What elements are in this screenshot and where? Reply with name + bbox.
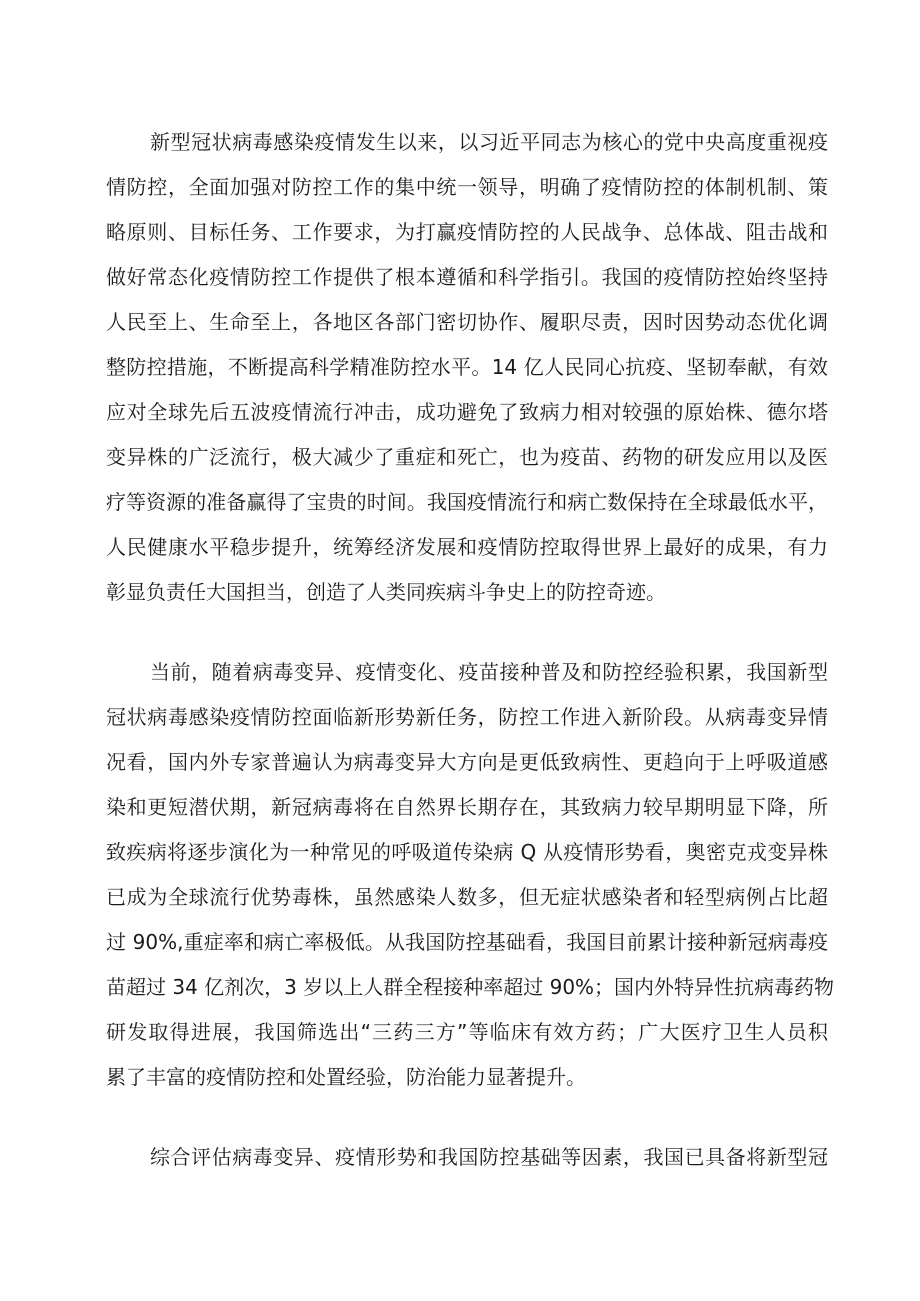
paragraph-line: 况看，国内外专家普遍认为病毒变异大方向是更低致病性、更趋向于上呼吸道感 — [106, 750, 828, 774]
paragraph-line: 综合评估病毒变异、疫情形势和我国防控基础等因素，我国已具备将新型冠 — [150, 1145, 828, 1169]
paragraph-line: 过 90%,重症率和病亡率极低。从我国防控基础看，我国目前累计接种新冠病毒疫 — [106, 930, 828, 954]
paragraph-line: 苗超过 34 亿剂次，3 岁以上人群全程接种率超过 90%；国内外特异性抗病毒药物 — [106, 975, 835, 999]
paragraph-line: 变异株的广泛流行，极大减少了重症和死亡，也为疫苗、药物的研发应用以及医 — [106, 445, 828, 469]
paragraph-line: 人民至上、生命至上，各地区各部门密切协作、履职尽责，因时因势动态优化调 — [106, 310, 828, 334]
paragraph-line: 当前，随着病毒变异、疫情变化、疫苗接种普及和防控经验积累，我国新型 — [150, 660, 828, 684]
paragraph-line: 应对全球先后五波疫情流行冲击，成功避免了致病力相对较强的原始株、德尔塔 — [106, 400, 828, 424]
paragraph-line: 整防控措施，不断提高科学精准防控水平。14 亿人民同心抗疫、坚韧奉献，有效 — [106, 355, 828, 379]
paragraph-line: 研发取得进展，我国筛选出“三药三方”等临床有效方药；广大医疗卫生人员积 — [106, 1020, 828, 1044]
paragraph-line: 冠状病毒感染疫情防控面临新形势新任务，防控工作进入新阶段。从病毒变异情 — [106, 705, 828, 729]
paragraph-line: 新型冠状病毒感染疫情发生以来，以习近平同志为核心的党中央高度重视疫 — [150, 130, 828, 154]
paragraph-line: 彰显负责任大国担当，创造了人类同疾病斗争史上的防控奇迹。 — [106, 580, 666, 604]
paragraph-line: 情防控，全面加强对防控工作的集中统一领导，明确了疫情防控的体制机制、策 — [106, 175, 828, 199]
paragraph-line: 已成为全球流行优势毒株，虽然感染人数多，但无症状感染者和轻型病例占比超 — [106, 885, 828, 909]
paragraph-line: 累了丰富的疫情防控和处置经验，防治能力显著提升。 — [106, 1065, 586, 1089]
paragraph-line: 致疾病将逐步演化为一种常见的呼吸道传染病 Q 从疫情形势看，奥密克戎变异株 — [106, 840, 828, 864]
paragraph-line: 做好常态化疫情防控工作提供了根本遵循和科学指引。我国的疫情防控始终坚持 — [106, 265, 828, 289]
paragraph-line: 疗等资源的准备赢得了宝贵的时间。我国疫情流行和病亡数保持在全球最低水平， — [106, 490, 828, 514]
paragraph-line: 人民健康水平稳步提升，统筹经济发展和疫情防控取得世界上最好的成果，有力 — [106, 535, 828, 559]
paragraph-line: 染和更短潜伏期，新冠病毒将在自然界长期存在，其致病力较早期明显下降，所 — [106, 795, 828, 819]
paragraph-line: 略原则、目标任务、工作要求，为打赢疫情防控的人民战争、总体战、阻击战和 — [106, 220, 828, 244]
